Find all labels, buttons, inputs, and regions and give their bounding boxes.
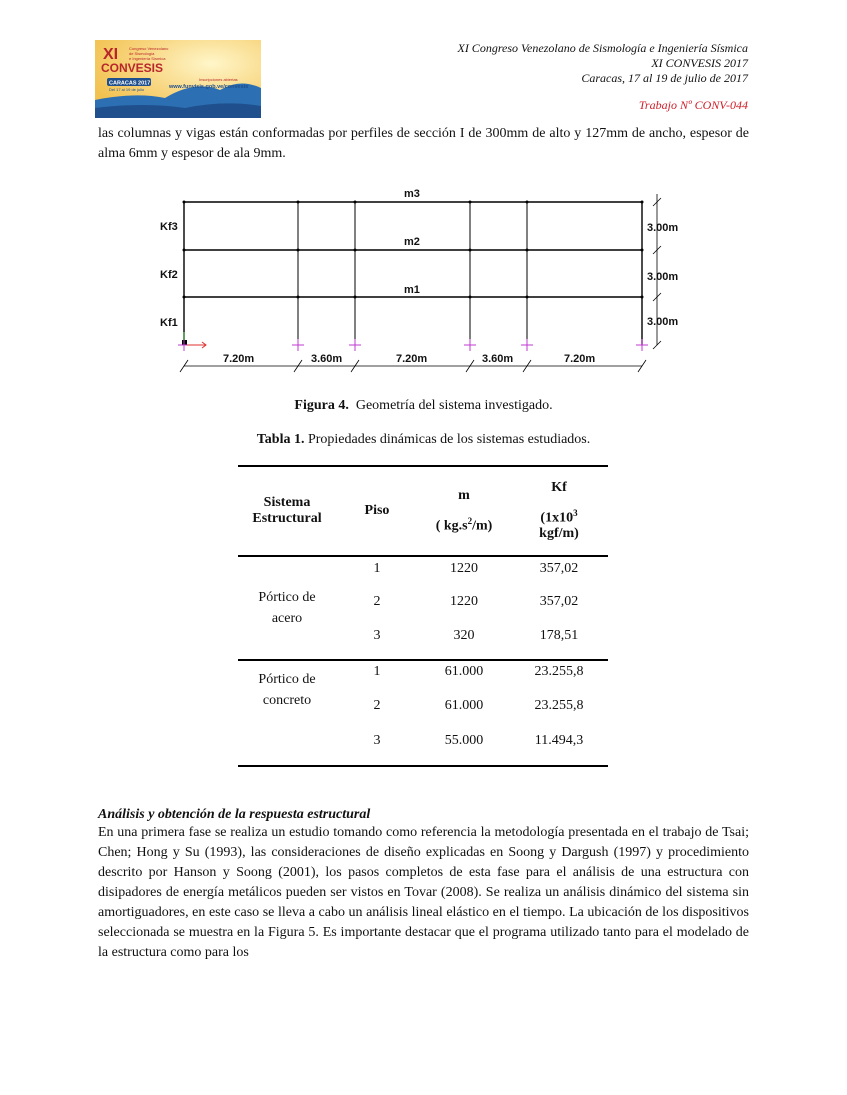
logo-tagline-2: de Sismología bbox=[129, 51, 155, 56]
header-stiffness-symbol: Kf bbox=[551, 479, 567, 495]
cell-mass: 320 bbox=[453, 628, 475, 643]
header-stiffness-unit-2: kgf/m) bbox=[539, 526, 579, 542]
logo-tagline-1: Congreso Venezolano bbox=[129, 46, 169, 51]
cell-stiffness: 23.255,8 bbox=[534, 664, 584, 679]
spring-label-kf2: Kf2 bbox=[160, 269, 178, 281]
cell-mass: 61.000 bbox=[444, 664, 484, 679]
span-label-4: 3.60m bbox=[482, 353, 514, 365]
header-stiffness-unit-1: ($1x10^3$ bbox=[540, 507, 578, 526]
span-label-1: 7.20m bbox=[223, 353, 255, 365]
cell-stiffness: 357,02 bbox=[539, 561, 579, 576]
cell-mass: 1220 bbox=[450, 561, 478, 576]
header-edition: XI CONVESIS 2017 bbox=[651, 56, 748, 70]
cell-stiffness: 178,51 bbox=[539, 628, 579, 643]
header-place-date: Caracas, 17 al 19 de julio de 2017 bbox=[581, 71, 748, 85]
cell-floor: 3 bbox=[373, 733, 381, 748]
mass-label-m3: m3 bbox=[404, 188, 420, 200]
cell-mass: 55.000 bbox=[444, 733, 484, 748]
header-mass-unit: ( $kg.s^2/m$) bbox=[435, 515, 493, 534]
span-label-5: 7.20m bbox=[564, 353, 596, 365]
figure-caption-text: Geometría del sistema investigado. bbox=[355, 398, 553, 413]
cell-mass: 1220 bbox=[450, 594, 478, 609]
spring-label-kf3: Kf3 bbox=[160, 221, 178, 233]
cell-floor: 1 bbox=[373, 664, 381, 679]
intro-paragraph: las columnas y vigas están conformadas por perfiles de sección I de 300mm de alto y 127mm de ancho, espesor de alma 6mm y espesor de ala 9mm. bbox=[98, 126, 749, 161]
header-conference: XI Congreso Venezolano de Sismología e Ingeniería Sísmica bbox=[457, 41, 748, 55]
header-mass-symbol: m bbox=[458, 487, 470, 503]
axis-arrows bbox=[184, 332, 206, 348]
header-system bbox=[238, 466, 336, 556]
figure-caption-label: Figura 4. bbox=[294, 398, 349, 413]
mass-label-m1: m1 bbox=[404, 284, 420, 296]
table-caption-text: Propiedades dinámicas de los sistemas estudiados. bbox=[307, 432, 591, 447]
cell-floor: 2 bbox=[373, 594, 381, 609]
height-label-2: 3.00m bbox=[647, 271, 679, 283]
group-name-concrete: Pórtico de concreto bbox=[258, 672, 316, 708]
logo-roman: XI bbox=[103, 46, 119, 63]
dimension-ticks bbox=[180, 198, 661, 372]
span-label-2: 3.60m bbox=[311, 353, 343, 365]
cell-stiffness: 23.255,8 bbox=[534, 698, 584, 713]
logo-url: www.funvisis.gob.ve/convesis bbox=[169, 84, 249, 90]
mass-label-m2: m2 bbox=[404, 236, 420, 248]
logo-name: CONVESIS bbox=[101, 61, 164, 75]
cell-mass: 61.000 bbox=[444, 698, 484, 713]
header-block bbox=[457, 41, 748, 113]
frame-geometry-figure bbox=[160, 186, 700, 378]
supports bbox=[178, 339, 648, 351]
span-label-3: 7.20m bbox=[396, 353, 428, 365]
table-bottom-rule bbox=[238, 766, 608, 768]
height-label-1: 3.00m bbox=[647, 316, 679, 328]
logo-tagline-3: e Ingeniería Sísmica bbox=[129, 56, 166, 61]
table-header-row bbox=[238, 466, 608, 556]
group-name-steel: Pórtico de acero bbox=[258, 590, 316, 626]
cell-floor: 2 bbox=[373, 698, 381, 713]
header-system-line-1: Sistema bbox=[263, 495, 311, 510]
table-row bbox=[238, 556, 608, 590]
table-row bbox=[238, 660, 608, 695]
logo-dates: Del 17 al 19 de julio bbox=[109, 87, 145, 92]
section-body: En una primera fase se realiza un estudio tomando como referencia la metodología presentada en el trabajo de Tsai; Chen; Hong y Su (1993), las consideraciones de diseño explicadas en Soong y Dargush (1997) y procedimiento descrito por Hanson y Soong (2001), los pasos completos de esta fase para el análisis de una estructura con disipadores de energía metálicos pueden ser vistos en Tovar (2008). Se realiza un análisis dinámico del sistema sin amortiguadores, en este caso se lleva a cabo un análisis lineal elástico en el tiempo. La ubicación de los dispositivos seleccionada se muestra en la Figura 5. Es importante destacar que el programa utilizado tanto para el modelado de la estructura como para los bbox=[98, 825, 749, 960]
header-floor: Piso bbox=[364, 503, 390, 518]
spring-label-kf1: Kf1 bbox=[160, 317, 178, 329]
dynamic-properties-table bbox=[238, 465, 608, 768]
table-caption-label: Tabla 1. bbox=[256, 432, 305, 447]
header-work-number: Trabajo Nº CONV-044 bbox=[638, 98, 748, 112]
height-label-3: 3.00m bbox=[647, 222, 679, 234]
figure-caption bbox=[0, 398, 847, 414]
logo-registration: Inscripciones abiertas bbox=[199, 77, 238, 82]
header-mass bbox=[418, 466, 510, 556]
cell-stiffness: 11.494,3 bbox=[534, 733, 584, 748]
cell-floor: 1 bbox=[373, 561, 381, 576]
header-stiffness bbox=[510, 466, 608, 556]
cell-stiffness: 357,02 bbox=[539, 594, 579, 609]
convesis-logo bbox=[95, 40, 261, 118]
header-system-line-2: Estructural bbox=[252, 511, 322, 526]
cell-floor: 3 bbox=[373, 628, 381, 643]
table-caption bbox=[0, 432, 847, 448]
logo-city-badge: CARACAS 2017 bbox=[109, 80, 151, 87]
section-heading: Análisis y obtención de la respuesta estructural bbox=[98, 807, 371, 822]
